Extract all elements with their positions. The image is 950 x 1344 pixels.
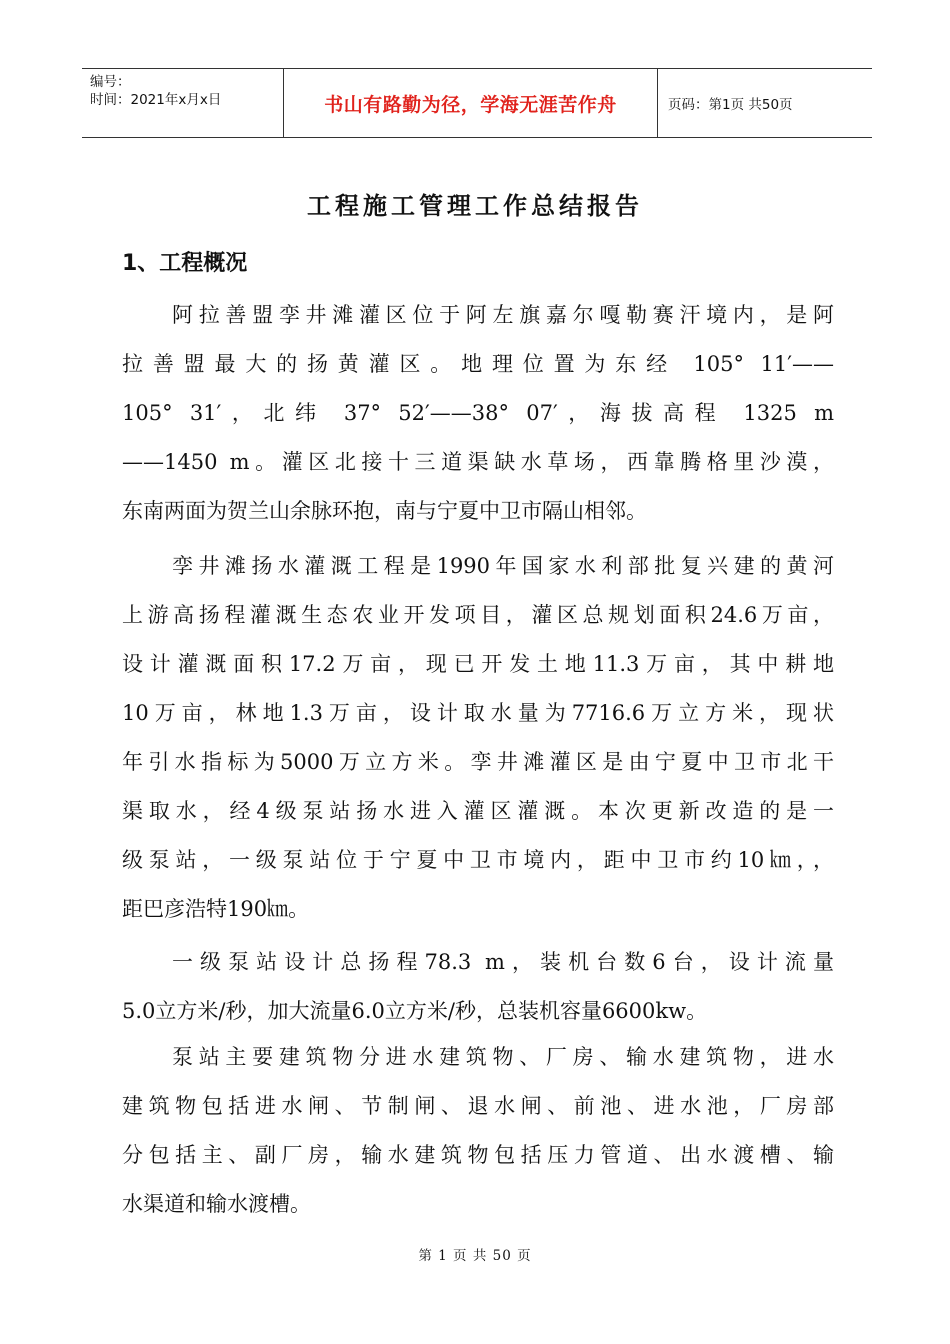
- header-meta-cell: [82, 69, 284, 137]
- document-number-label: 编号：: [90, 74, 131, 90]
- paragraph-line: 水渠道和输水渡槽。: [122, 1192, 311, 1216]
- section-heading: 1、工程概况: [122, 251, 248, 276]
- paragraph-1: [122, 291, 834, 536]
- paragraph-line: ——1450 m。灌区北接十三道渠缺水草场，西靠腾格里沙漠，: [122, 450, 834, 474]
- paragraph-line: 拉善盟最大的扬黄灌区。地理位置为东经 105° 11′——: [122, 352, 834, 376]
- header-page-info: 页码：第1页 共50页: [668, 97, 793, 113]
- paragraph-3: [122, 938, 834, 1036]
- paragraph-line: 东南两面为贺兰山余脉环抱，南与宁夏中卫市隔山相邻。: [122, 499, 647, 523]
- paragraph-line: 泵站主要建筑物分进水建筑物、厂房、输水建筑物，进水: [172, 1045, 834, 1069]
- paragraph-line: 上游高扬程灌溉生态农业开发项目，灌区总规划面积24.6万亩，: [122, 603, 834, 627]
- paragraph-line: 孪井滩扬水灌溉工程是1990年国家水利部批复兴建的黄河: [172, 554, 834, 578]
- paragraph-2: [122, 542, 834, 934]
- paragraph-line: 年引水指标为5000万立方米。孪井滩灌区是由宁夏中卫市北干: [122, 750, 834, 774]
- paragraph-line: 渠取水，经4级泵站扬水进入灌区灌溉。本次更新改造的是一: [122, 799, 834, 823]
- header-table: [82, 68, 872, 138]
- paragraph-line: 分包括主、副厂房，输水建筑物包括压力管道、出水渡槽、输: [122, 1143, 834, 1167]
- header-motto: 书山有路勤为径，学海无涯苦作舟: [324, 93, 617, 116]
- paragraph-line: 距巴彦浩特190㎞。: [122, 897, 310, 921]
- paragraph-line: 5.0立方米/秒，加大流量6.0立方米/秒，总装机容量6600kw。: [122, 999, 708, 1023]
- header-motto-cell: [284, 69, 658, 137]
- paragraph-4: [122, 1033, 834, 1229]
- page-footer: 第 1 页 共 50 页: [418, 1248, 532, 1264]
- document-time-label: 时间：2021年x月x日: [90, 92, 222, 108]
- header-page-cell: [658, 69, 872, 137]
- paragraph-line: 设计灌溉面积17.2万亩，现已开发土地11.3万亩，其中耕地: [122, 652, 834, 676]
- paragraph-line: 级泵站，一级泵站位于宁夏中卫市境内，距中卫市约10㎞，，: [122, 848, 834, 872]
- paragraph-line: 105° 31′，北纬 37° 52′——38° 07′，海拔高程 1325 m: [122, 401, 834, 425]
- paragraph-line: 建筑物包括进水闸、节制闸、退水闸、前池、进水池，厂房部: [122, 1094, 834, 1118]
- paragraph-line: 10万亩，林地1.3万亩，设计取水量为7716.6万立方米，现状: [122, 701, 834, 725]
- paragraph-line: 一级泵站设计总扬程78.3 m，装机台数6台，设计流量: [172, 950, 834, 974]
- paragraph-line: 阿拉善盟孪井滩灌区位于阿左旗嘉尔嘎勒赛汗境内，是阿: [172, 303, 834, 327]
- document-title: 工程施工管理工作总结报告: [307, 192, 643, 220]
